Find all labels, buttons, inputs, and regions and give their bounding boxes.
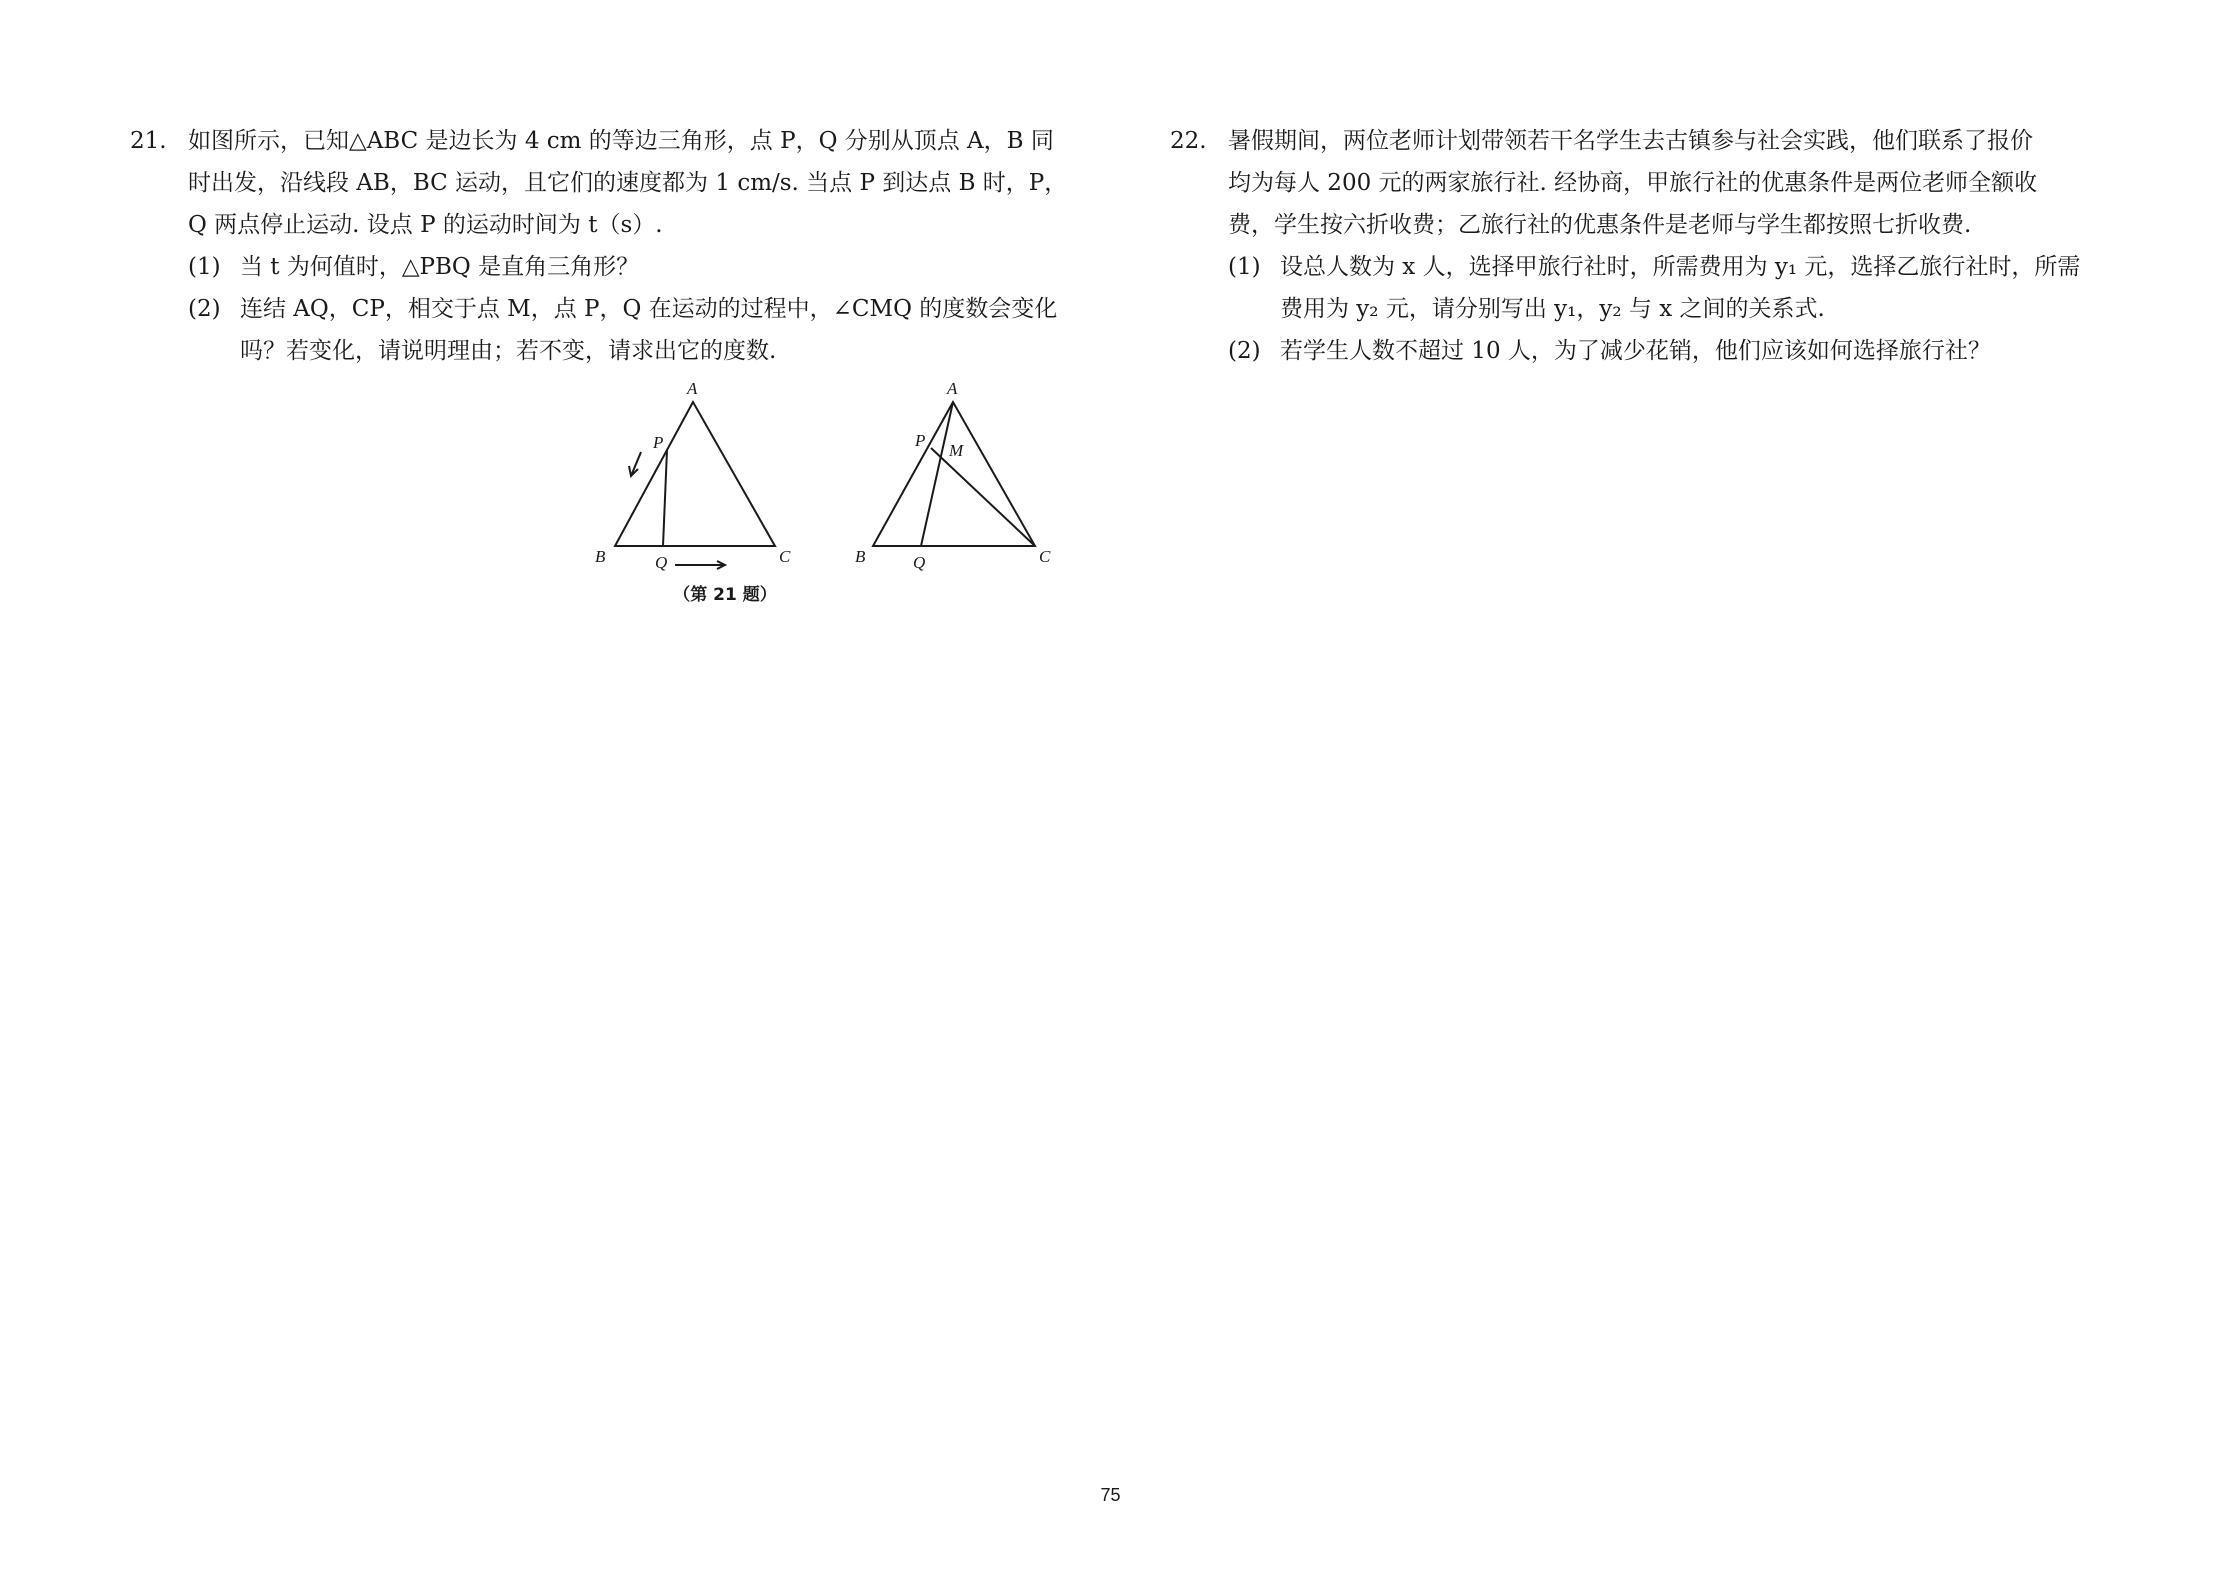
question-22 xyxy=(1170,120,2100,372)
q22-number: 22. xyxy=(1170,128,1207,154)
q22-part-1 xyxy=(1170,246,2100,288)
q22-part-1-line-1: 设总人数为 x 人，选择甲旅行社时，所需费用为 y₁ 元，选择乙旅行社时，所需 xyxy=(1280,254,2081,280)
label-b-right: B xyxy=(855,547,866,566)
q21-number: 21. xyxy=(130,128,167,154)
q21-part-1 xyxy=(130,246,1070,288)
left-triangle-labels xyxy=(595,380,791,572)
label-b-left: B xyxy=(595,547,606,566)
label-c-left: C xyxy=(779,547,791,566)
q22-part-2-text: 若学生人数不超过 10 人，为了减少花销，他们应该如何选择旅行社？ xyxy=(1280,338,1991,364)
q22-line-1 xyxy=(1170,120,2100,162)
q22-stem-line-2: 均为每人 200 元的两家旅行社. 经协商，甲旅行社的优惠条件是两位老师全额收 xyxy=(1228,170,2038,196)
question-21 xyxy=(130,120,1070,372)
label-p-right: P xyxy=(915,431,926,450)
label-q-left: Q xyxy=(655,553,668,572)
q21-stem-line-2: 时出发，沿线段 AB，BC 运动，且它们的速度都为 1 cm/s. 当点 P 到达点 B 时，P， xyxy=(188,170,1068,196)
q21-figure xyxy=(585,380,1065,610)
q21-stem-line-1: 如图所示，已知△ABC 是边长为 4 cm 的等边三角形，点 P，Q 分别从顶点 A，B 同 xyxy=(188,128,1054,154)
segment-aq-right xyxy=(921,402,953,546)
q21-figure-svg xyxy=(585,380,1065,580)
q22-part-1-line-2: 费用为 y₂ 元，请分别写出 y₁，y₂ 与 x 之间的关系式. xyxy=(1280,296,1825,322)
q21-part-2-label: (2) xyxy=(188,296,221,322)
segment-cp-right xyxy=(931,448,1035,546)
label-p-left: P xyxy=(653,433,664,452)
segment-pq-left xyxy=(663,450,667,546)
q22-part-2-label: (2) xyxy=(1228,338,1261,364)
label-c-right: C xyxy=(1039,547,1051,566)
q21-figure-caption: （第 21 题） xyxy=(673,585,777,605)
right-triangle-diagram xyxy=(873,402,1035,546)
page-number: 75 xyxy=(1100,1485,1121,1505)
q21-part-1-text: 当 t 为何值时，△PBQ 是直角三角形？ xyxy=(240,254,640,280)
label-m-right: M xyxy=(949,441,964,460)
label-a-left: A xyxy=(687,380,698,398)
right-triangle-labels xyxy=(855,380,1051,572)
q22-part-2 xyxy=(1170,330,2100,372)
q21-part-2-line-1: 连结 AQ，CP，相交于点 M，点 P，Q 在运动的过程中，∠CMQ 的度数会变化 xyxy=(240,296,1058,322)
label-a-right: A xyxy=(947,380,958,398)
left-triangle-diagram xyxy=(615,402,775,569)
q22-part-1-label: (1) xyxy=(1228,254,1261,280)
label-q-right: Q xyxy=(913,553,926,572)
q21-stem-line-3: Q 两点停止运动. 设点 P 的运动时间为 t（s）. xyxy=(188,212,663,238)
q21-line-1 xyxy=(130,120,1070,162)
q21-part-2 xyxy=(130,288,1070,330)
q21-part-2-line-2: 吗？若变化，请说明理由；若不变，请求出它的度数. xyxy=(240,338,777,364)
q21-part-1-label: (1) xyxy=(188,254,221,280)
q22-stem-line-3: 费，学生按六折收费；乙旅行社的优惠条件是老师与学生都按照七折收费. xyxy=(1228,212,1972,238)
q22-stem-line-1: 暑假期间，两位老师计划带领若干名学生去古镇参与社会实践，他们联系了报价 xyxy=(1228,128,2033,154)
triangle-abc-left xyxy=(615,402,775,546)
